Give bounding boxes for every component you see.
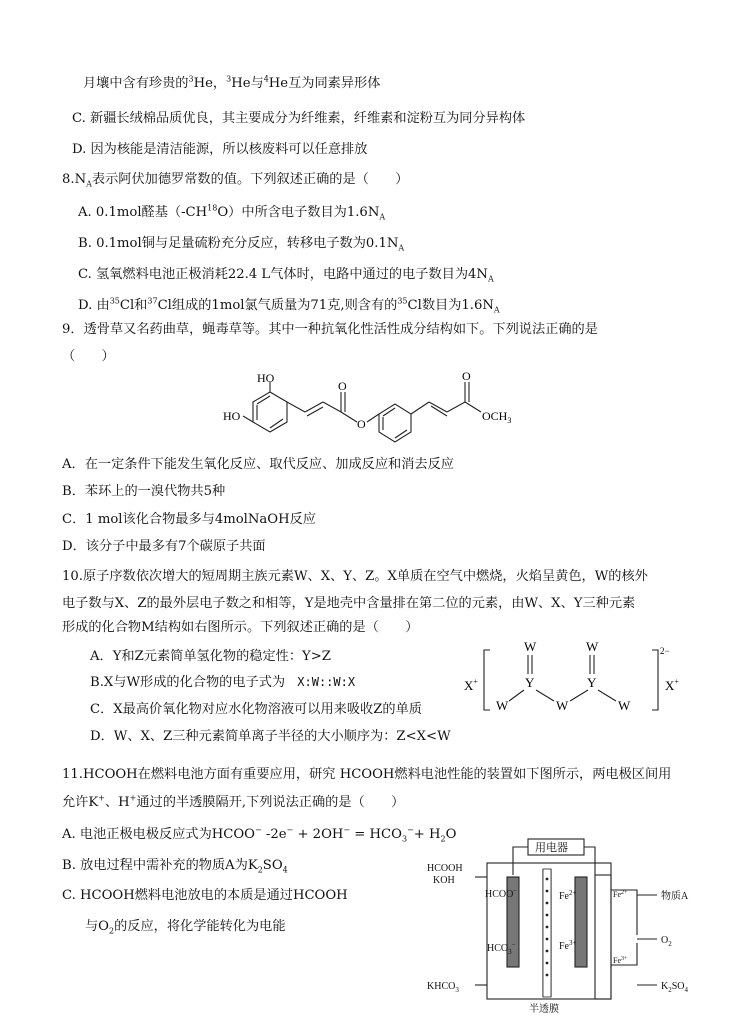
q11-fig-hco3: $HCO_3^-$ bbox=[487, 941, 516, 956]
q9-label-o-ether: O bbox=[357, 417, 366, 431]
q10-fig-x-left: X+ bbox=[464, 677, 478, 693]
q10-option-c: C．X最高价氧化物对应水化物溶液可以用来吸收Z的单质 bbox=[90, 702, 422, 717]
q10-stem-line3: 形成的化合物M结构如右图所示。下列叙述正确的是（ ） bbox=[62, 620, 419, 635]
q11-fig-khco3: $KHCO_3$ bbox=[427, 981, 459, 994]
q11-stem-line2: 允许K+、H+通过的半透膜隔开,下列说法正确的是（ ） bbox=[62, 793, 405, 810]
q9-option-b: B．苯环上的一溴代物共5种 bbox=[62, 484, 226, 499]
q10-fig-charge: 2− bbox=[660, 646, 670, 656]
q9-label-o-carbonyl2: O bbox=[462, 370, 471, 383]
q11-option-c-line2: 与$O_2$的反应，将化学能转化为电能 bbox=[85, 919, 286, 936]
q9-label-ho-top: HO bbox=[257, 371, 275, 385]
q11-fig-hcoo: HCOO− bbox=[485, 887, 518, 900]
q7-option-b-tail: 月壤中含有珍贵的$^3$He，$^3$He与$^4$He互为同素异形体 bbox=[83, 74, 381, 91]
q11-option-b: B. 放电过程中需补充的物质A为$K_2SO_4$ bbox=[62, 858, 288, 875]
q7-option-c: C. 新疆长绒棉品质优良，其主要成分为纤维素，纤维素和淀粉互为同分异构体 bbox=[72, 111, 526, 126]
q11-option-a: A. 电池正极电极反应式为HCOO− $-2e^- + 2OH^- = HCO_3^-+ H_2O$ bbox=[62, 825, 457, 844]
q9-label-ho-left: HO bbox=[223, 409, 241, 423]
q11-fig-fe3: $Fe^{3+}$ bbox=[559, 939, 577, 952]
q11-fig-koh: KOH bbox=[433, 875, 455, 886]
q9-label-o-carbonyl1: O bbox=[338, 379, 347, 393]
q11-fig-device: 用电器 bbox=[535, 842, 568, 854]
q11-fig-o2: $O_2$ bbox=[661, 935, 672, 948]
q11-fig-fe3-tank: $Fe^{3+}$ bbox=[613, 956, 628, 965]
q8-option-b: B. 0.1mol铜与足量硫粉充分反应，转移电子数为$0.1N_A$ bbox=[78, 236, 405, 253]
q9-option-a: A．在一定条件下能发生氧化反应、取代反应、加成反应和消去反应 bbox=[62, 457, 454, 472]
q10-fig-y1: Y bbox=[525, 675, 535, 690]
q11-fig-fe2-tank: $Fe^{2+}$ bbox=[613, 890, 628, 899]
q11-fig-fe2: $Fe^{2+}$ bbox=[559, 889, 577, 902]
q11-fig-substance-a: 物质A bbox=[661, 891, 689, 902]
q10-fig-y2: Y bbox=[587, 675, 597, 690]
q8-option-d: D. 由$^{35}$Cl和$^{37}$Cl组成的1mol氯气质量为71克,则含有的$^{35}$Cl数目为$1.6N_A$ bbox=[78, 296, 500, 315]
q11-stem-line1: 11.HCOOH在燃料电池方面有重要应用，研究 HCOOH燃料电池性能的装置如下图所示，两电极区间用 bbox=[62, 767, 672, 782]
q11-fig-hcooh: HCOOH bbox=[427, 863, 463, 874]
q9-stem-line1: 9．透骨草又名药曲草，蝇毒草等。其中一种抗氧化性活性成分结构如下。下列说法正确的是 bbox=[62, 322, 598, 337]
q9-option-d: D．该分子中最多有7个碳原子共面 bbox=[62, 539, 266, 554]
q10-option-b: B.X与W形成的化合物的电子式为 X:W::W:X bbox=[90, 675, 356, 690]
q9-structure-diagram bbox=[195, 370, 535, 450]
q10-electron-formula: X:W::W:X bbox=[297, 675, 356, 689]
q7-option-d: D. 因为核能是清洁能源，所以核废料可以任意排放 bbox=[72, 142, 368, 157]
q8-stem: $8.N_A$表示阿伏加德罗常数的值。下列叙述正确的是（ ） bbox=[62, 172, 409, 189]
q9-label-och3: $OCH_3$ bbox=[482, 409, 512, 425]
q9-option-c: C．1 mol该化合物最多与4molNaOH反应 bbox=[62, 512, 316, 527]
q10-fig-x-right: X+ bbox=[665, 677, 679, 693]
q10-fig-w-left: W bbox=[496, 698, 509, 713]
q10-fig-w-top2: W bbox=[586, 639, 599, 654]
q10-structure-diagram bbox=[462, 638, 692, 723]
q11-fig-k2so4: $K_2SO_4$ bbox=[661, 981, 689, 994]
q10-fig-w-top1: W bbox=[524, 639, 537, 654]
q10-stem-line1: 10.原子序数依次增大的短周期主族元素W、X、Y、Z。X单质在空气中燃烧，火焰呈黄色，W的核外 bbox=[62, 569, 648, 584]
q11-fuel-cell-diagram bbox=[425, 835, 725, 1015]
q9-stem-line2: （ ） bbox=[62, 349, 115, 364]
q10-stem-line2: 电子数与X、Z的最外层电子数之和相等，Y是地壳中含量排在第二位的元素，由W、X、Y三种元素 bbox=[62, 596, 636, 611]
q11-option-c-line1: C. HCOOH燃料电池放电的本质是通过HCOOH bbox=[62, 888, 348, 903]
q11-fig-membrane: 半透膜 bbox=[529, 1004, 559, 1015]
q8-option-c: C. 氢氧燃料电池正极消耗22.4 L气体时，电路中通过的电子数目为$4N_A$ bbox=[78, 267, 494, 284]
q10-fig-w-bridge: W bbox=[556, 698, 569, 713]
q10-option-a: A．Y和Z元素简单氢化物的稳定性：Y>Z bbox=[90, 649, 331, 664]
q10-fig-w-right: W bbox=[618, 698, 631, 713]
q10-option-d: D．W、X、Z三种元素简单离子半径的大小顺序为：Z<X<W bbox=[90, 729, 451, 744]
q8-option-a: A. 0.1mol醛基（-CH$^{18}$O）中所含电子数目为$1.6N_A$ bbox=[78, 203, 386, 222]
